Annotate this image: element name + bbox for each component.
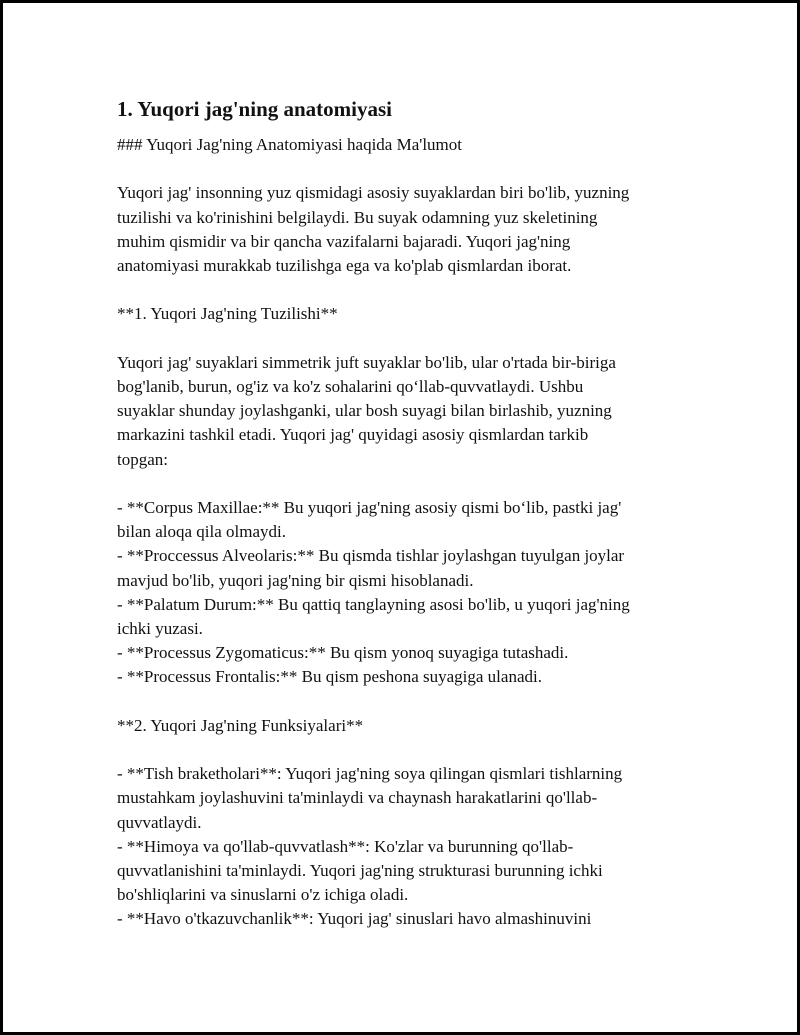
text-line: Yuqori jag' insonning yuz qismidagi asosiy suyaklardan biri bo'lib, yuzning — [117, 183, 630, 203]
text-line: quvvatlaydi. — [117, 812, 202, 832]
document-title: 1. Yuqori jag'ning anatomiyasi — [117, 97, 392, 121]
text-line: - **Himoya va qo'llab-quvvatlash**: Ko'zlar va burunning qo'llab- — [117, 836, 574, 856]
text-line: ### Yuqori Jag'ning Anatomiyasi haqida Ma'lumot — [117, 135, 462, 154]
text-line: bo'shliqlarini va sinuslarni o'z ichiga oladi. — [117, 885, 409, 905]
text-line: mustahkam joylashuvini ta'minlaydi va chaynash harakatlarini qo'llab- — [117, 788, 598, 808]
text-line: anatomiyasi murakkab tuzilishga ega va ko'plab qismlardan iborat. — [117, 256, 572, 275]
text-line: - **Havo o'tkazuvchanlik**: Yuqori jag' sinuslari havo almashinuvini — [117, 909, 592, 929]
document-body — [117, 95, 687, 932]
blank-line — [117, 690, 687, 714]
blank-line — [117, 472, 687, 496]
text-line: topgan: — [117, 449, 168, 469]
blank-line — [117, 738, 687, 762]
text-line: Yuqori jag' suyaklari simmetrik juft suyaklar bo'lib, ular o'rtada bir-biriga — [117, 352, 616, 372]
text-line: - **Palatum Durum:** Bu qattiq tanglayning asosi bo'lib, u yuqori jag'ning — [117, 594, 630, 614]
text-line: - **Corpus Maxillae:** Bu yuqori jag'ning asosiy qismi bo‘lib, pastki jag' — [117, 497, 622, 517]
text-line: quvvatlanishini ta'minlaydi. Yuqori jag'ning strukturasi burunning ichki — [117, 861, 603, 880]
document-lines — [117, 133, 687, 932]
text-line: suyaklar shunday joylashganki, ular bosh suyagi bilan birlashib, yuzning — [117, 401, 612, 421]
text-line: - **Processus Zygomaticus:** Bu qism yonoq suyagiga tutashadi. — [117, 643, 569, 663]
text-line: - **Processus Frontalis:** Bu qism peshona suyagiga ulanadi. — [117, 667, 542, 687]
text-line: bilan aloqa qila olmaydi. — [117, 522, 287, 542]
blank-line — [117, 278, 687, 302]
text-line: - **Proccessus Alveolaris:** Bu qismda tishlar joylashgan tuyulgan joylar — [117, 546, 625, 566]
blank-line — [117, 327, 687, 351]
text-line: **2. Yuqori Jag'ning Funksiyalari** — [117, 715, 364, 735]
text-line: **1. Yuqori Jag'ning Tuzilishi** — [117, 304, 338, 324]
text-line: ichki yuzasi. — [117, 619, 203, 638]
blank-line — [117, 157, 687, 181]
text-line: tuzilishi va ko'rinishini belgilaydi. Bu suyak odamning yuz skeletining — [117, 207, 598, 227]
text-line: - **Tish braketholari**: Yuqori jag'ning soya qilingan qismlari tishlarning — [117, 764, 623, 784]
text-line: muhim qismidir va bir qancha vazifalarni bajaradi. Yuqori jag'ning — [117, 231, 571, 251]
text-line: markazini tashkil etadi. Yuqori jag' quyidagi asosiy qismlardan tarkib — [117, 425, 589, 445]
text-line: bog'lanib, burun, og'iz va ko'z sohalarini qo‘llab-quvvatlaydi. Ushbu — [117, 376, 584, 396]
text-line: mavjud bo'lib, yuqori jag'ning bir qismi hisoblanadi. — [117, 570, 474, 590]
